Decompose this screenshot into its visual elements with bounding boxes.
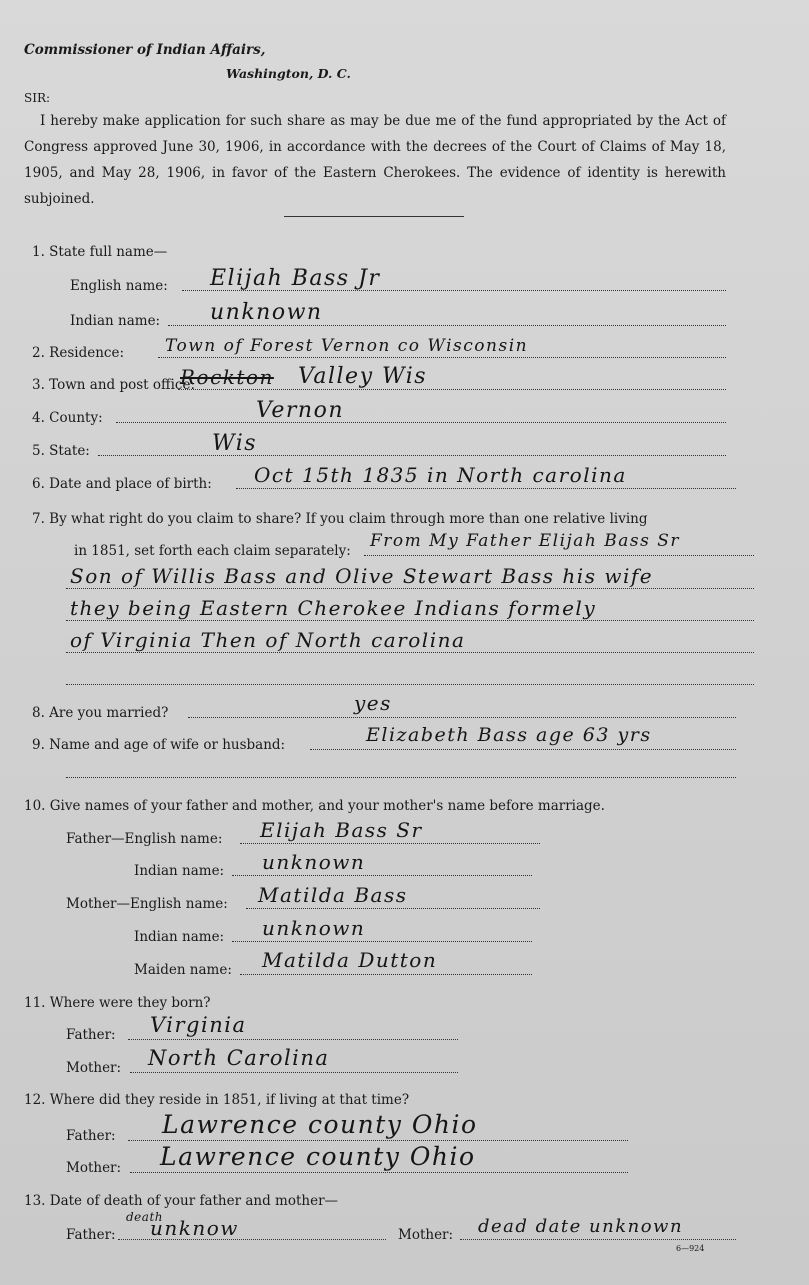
intro-text: I hereby make application for such share as may be due me of the fund appropriated by the Act of Congress approved June 30, 1906, in accordance with the decrees of the Court of Claims of May 18, 1905, and May 28, 1906, in favor of the Eastern Cherokees. The evidence of identity is herewith subjoined. bbox=[24, 113, 726, 207]
q8-line bbox=[188, 717, 736, 718]
q6-line bbox=[236, 488, 736, 489]
q4-label: 4. County: bbox=[32, 410, 103, 426]
q5-value[interactable]: Wis bbox=[212, 431, 258, 456]
q3-line bbox=[178, 389, 726, 390]
q6-value[interactable]: Oct 15th 1835 in North carolina bbox=[254, 463, 627, 487]
q8-label: 8. Are you married? bbox=[32, 705, 169, 721]
q11-label: 11. Where were they born? bbox=[24, 995, 211, 1011]
q10-maiden-line bbox=[240, 974, 532, 975]
q10-mother-english-value[interactable]: Matilda Bass bbox=[258, 883, 408, 907]
q7-line-0 bbox=[364, 555, 754, 556]
q11-father-line bbox=[128, 1039, 458, 1040]
form-number: 6—924 bbox=[676, 1244, 705, 1253]
q12-mother-line bbox=[130, 1172, 628, 1173]
q6-label: 6. Date and place of birth: bbox=[32, 476, 212, 492]
q10-father-english-line bbox=[240, 843, 540, 844]
q10-father-indian-label: Indian name: bbox=[134, 863, 225, 879]
q10-maiden-label: Maiden name: bbox=[134, 962, 232, 978]
q13-label: 13. Date of death of your father and mother— bbox=[24, 1193, 339, 1209]
q7-line-4 bbox=[66, 684, 754, 685]
q7-line-3 bbox=[66, 652, 754, 653]
q2-value[interactable]: Town of Forest Vernon co Wisconsin bbox=[165, 336, 529, 356]
q13-father-note: death bbox=[126, 1210, 163, 1224]
q4-line bbox=[116, 422, 726, 423]
q7-answer-line-3[interactable]: they being Eastern Cherokee Indians formely bbox=[70, 596, 597, 620]
separator-rule bbox=[284, 216, 464, 217]
salutation: SIR: bbox=[24, 91, 51, 105]
q3-label: 3. Town and post office: bbox=[32, 377, 196, 393]
q1-indian-label: Indian name: bbox=[70, 313, 161, 329]
q12-mother-label: Mother: bbox=[66, 1160, 122, 1176]
q10-mother-indian-label: Indian name: bbox=[134, 929, 225, 945]
q7-line-1 bbox=[66, 588, 754, 589]
q9-line-2 bbox=[66, 777, 736, 778]
q10-label: 10. Give names of your father and mother, and your mother's name before marriage. bbox=[24, 798, 605, 814]
q12-father-value[interactable]: Lawrence county Ohio bbox=[162, 1110, 478, 1139]
q10-mother-english-label: Mother—English name: bbox=[66, 896, 228, 912]
q13-mother-label: Mother: bbox=[398, 1227, 454, 1243]
q11-father-label: Father: bbox=[66, 1027, 116, 1043]
addressee-line-1: Commissioner of Indian Affairs, bbox=[24, 42, 266, 58]
q10-mother-english-line bbox=[246, 908, 540, 909]
q3-value[interactable]: Valley Wis bbox=[298, 364, 428, 389]
q1-indian-line bbox=[168, 325, 726, 326]
q11-father-value[interactable]: Virginia bbox=[150, 1013, 247, 1037]
q12-father-label: Father: bbox=[66, 1128, 116, 1144]
q10-father-indian-line bbox=[232, 875, 532, 876]
q2-label: 2. Residence: bbox=[32, 345, 124, 361]
q10-father-english-value[interactable]: Elijah Bass Sr bbox=[260, 818, 423, 842]
q7-label-cont: in 1851, set forth each claim separately: bbox=[74, 543, 351, 559]
q10-mother-indian-line bbox=[232, 941, 532, 942]
q3-struck-value: Rockton bbox=[180, 365, 274, 389]
q7-answer-line-1[interactable]: From My Father Elijah Bass Sr bbox=[370, 531, 681, 551]
q4-value[interactable]: Vernon bbox=[256, 398, 344, 423]
q11-mother-line bbox=[130, 1072, 458, 1073]
q5-line bbox=[98, 455, 726, 456]
q7-answer-line-4[interactable]: of Virginia Then of North carolina bbox=[70, 628, 466, 652]
q7-answer-line-2[interactable]: Son of Willis Bass and Olive Stewart Bass his wife bbox=[70, 564, 654, 588]
q1-english-value[interactable]: Elijah Bass Jr bbox=[210, 266, 381, 291]
addressee-line-2: Washington, D. C. bbox=[226, 66, 351, 81]
q9-line bbox=[310, 749, 736, 750]
q7-line-2 bbox=[66, 620, 754, 621]
q10-maiden-value[interactable]: Matilda Dutton bbox=[262, 948, 438, 972]
q11-mother-label: Mother: bbox=[66, 1060, 122, 1076]
q9-label: 9. Name and age of wife or husband: bbox=[32, 737, 286, 753]
intro-paragraph bbox=[24, 108, 726, 212]
q13-father-value[interactable]: unknow bbox=[150, 1216, 239, 1240]
q13-father-label: Father: bbox=[66, 1227, 116, 1243]
q8-value[interactable]: yes bbox=[354, 691, 392, 715]
q1-english-label: English name: bbox=[70, 278, 168, 294]
q1-label: 1. State full name— bbox=[32, 244, 168, 260]
q12-mother-value[interactable]: Lawrence county Ohio bbox=[160, 1142, 476, 1171]
q5-label: 5. State: bbox=[32, 443, 90, 459]
q13-mother-value[interactable]: dead date unknown bbox=[478, 1216, 684, 1237]
q10-father-english-label: Father—English name: bbox=[66, 831, 223, 847]
q13-mother-line bbox=[460, 1239, 736, 1240]
q7-label: 7. By what right do you claim to share? If you claim through more than one relative living bbox=[32, 511, 648, 527]
q2-line bbox=[158, 357, 726, 358]
q10-father-indian-value[interactable]: unknown bbox=[262, 850, 366, 874]
q12-label: 12. Where did they reside in 1851, if living at that time? bbox=[24, 1092, 410, 1108]
q11-mother-value[interactable]: North Carolina bbox=[148, 1046, 330, 1070]
q1-indian-value[interactable]: unknown bbox=[210, 300, 323, 325]
q9-value[interactable]: Elizabeth Bass age 63 yrs bbox=[366, 724, 652, 746]
q10-mother-indian-value[interactable]: unknown bbox=[262, 916, 366, 940]
q12-father-line bbox=[128, 1140, 628, 1141]
